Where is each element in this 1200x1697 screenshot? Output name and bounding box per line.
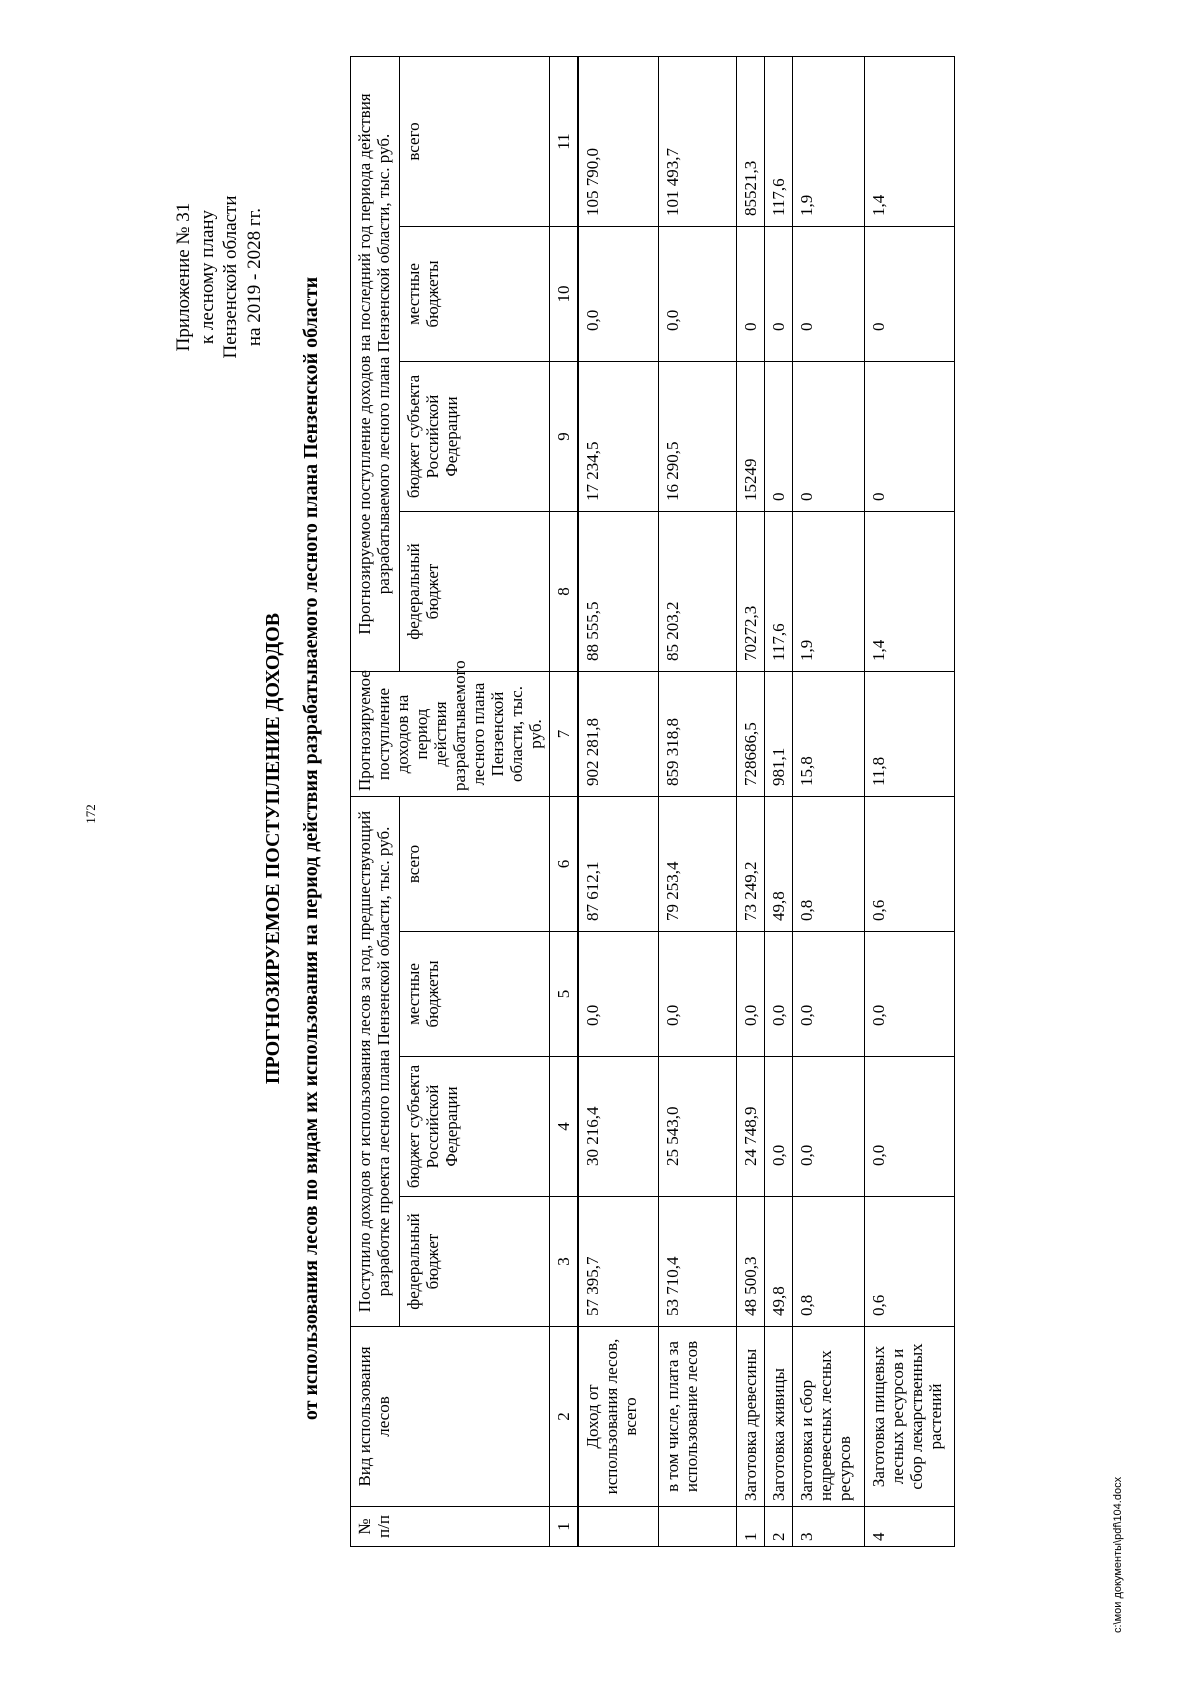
cell-value: 73 249,2 [736, 797, 764, 932]
cell-value: 0 [736, 227, 764, 362]
cell-value: 87 612,1 [578, 797, 658, 932]
cell-value: 1,4 [864, 56, 954, 226]
cell-value: 70272,3 [736, 512, 764, 672]
row-name: в том числе, плата за использование лесов [658, 1327, 736, 1507]
column-number: 6 [550, 797, 579, 932]
header-local: местные бюджеты [400, 932, 550, 1057]
cell-value: 117,6 [764, 512, 792, 672]
cell-value: 85 203,2 [658, 512, 736, 672]
appendix-line: Пензенской области [220, 195, 242, 359]
table-row [578, 56, 658, 1546]
cell-value: 15,8 [792, 672, 864, 797]
header-federal: федеральный бюджет [400, 512, 550, 672]
header-total: всего [400, 56, 550, 226]
header-total: всего [400, 797, 550, 932]
row-num: 1 [736, 1507, 764, 1547]
cell-value: 17 234,5 [578, 362, 658, 512]
column-number: 7 [550, 672, 579, 797]
cell-value: 0,0 [792, 932, 864, 1057]
income-table [350, 56, 955, 1547]
cell-value: 0,0 [864, 932, 954, 1057]
column-number: 9 [550, 362, 579, 512]
header-group2: Прогнозируемое поступление доходов на последний год периода действия разрабатываемого лесного плана Пензенской области, тыс. руб. [351, 56, 400, 671]
table-row [764, 56, 792, 1546]
table-row [864, 56, 954, 1546]
cell-value: 0 [764, 362, 792, 512]
cell-value: 0 [764, 227, 792, 362]
cell-value: 859 318,8 [658, 672, 736, 797]
table-header-row [351, 56, 400, 1546]
cell-value: 30 216,4 [578, 1057, 658, 1197]
cell-value: 1,9 [792, 56, 864, 226]
table-subheader-row [400, 56, 550, 1546]
column-number: 1 [550, 1507, 579, 1547]
cell-value: 0,0 [864, 1057, 954, 1197]
row-num: 4 [864, 1507, 954, 1547]
header-local: местные бюджеты [400, 227, 550, 362]
row-name: Доход от использования лесов, всего [578, 1327, 658, 1507]
header-col7: Прогнозируемое поступление доходов на период действия разрабатываемого лесного плана Пензенской области, тыс. руб. [351, 672, 550, 797]
cell-value: 0,8 [792, 797, 864, 932]
document-title: ПРОГНОЗИРУЕМОЕ ПОСТУПЛЕНИЕ ДОХОДОВ [262, 612, 284, 1085]
cell-value: 85521,3 [736, 56, 764, 226]
cell-value: 15249 [736, 362, 764, 512]
header-subject: бюджет субъекта Российской Федерации [400, 1057, 550, 1197]
cell-value: 11,8 [864, 672, 954, 797]
cell-value: 1,4 [864, 512, 954, 672]
column-number: 3 [550, 1197, 579, 1327]
cell-value: 25 543,0 [658, 1057, 736, 1197]
table-row [736, 56, 764, 1546]
column-number: 11 [550, 56, 579, 226]
row-name: Заготовка и сбор недревесных лесных ресурсов [792, 1327, 864, 1507]
file-path-footer: c:\мои документы\pdf\104.docx [1112, 1476, 1124, 1633]
column-number: 8 [550, 512, 579, 672]
row-num: 2 [764, 1507, 792, 1547]
cell-value: 0,0 [736, 932, 764, 1057]
row-num [578, 1507, 658, 1547]
cell-value: 57 395,7 [578, 1197, 658, 1327]
cell-value: 105 790,0 [578, 56, 658, 226]
cell-value: 0 [864, 227, 954, 362]
cell-value: 0,8 [792, 1197, 864, 1327]
cell-value: 53 710,4 [658, 1197, 736, 1327]
cell-value: 0,0 [658, 932, 736, 1057]
cell-value: 981,1 [764, 672, 792, 797]
cell-value: 0 [792, 227, 864, 362]
row-num [658, 1507, 736, 1547]
cell-value: 48 500,3 [736, 1197, 764, 1327]
header-group1: Поступило доходов от использования лесов за год, предшествующий разработке проекта лесного плана Пензенской области, тыс. руб. [351, 797, 400, 1327]
header-subject: бюджет субъекта Российской Федерации [400, 362, 550, 512]
cell-value: 0,0 [578, 932, 658, 1057]
column-number: 2 [550, 1327, 579, 1507]
cell-value: 0,0 [764, 932, 792, 1057]
cell-value: 24 748,9 [736, 1057, 764, 1197]
document-subtitle: от использования лесов по видам их использования на период действия разрабатываемого лесного плана Пензенской области [300, 276, 322, 1421]
row-name: Заготовка пищевых лесных ресурсов и сбор лекарственных растений [864, 1327, 954, 1507]
cell-value: 0,0 [764, 1057, 792, 1197]
page-number: 172 [83, 804, 98, 824]
cell-value: 49,8 [764, 1197, 792, 1327]
header-type: Вид использования лесов [351, 1327, 550, 1507]
table-row [792, 56, 864, 1546]
appendix-line: к лесному плану [196, 209, 218, 345]
cell-value: 728686,5 [736, 672, 764, 797]
cell-value: 0 [864, 362, 954, 512]
column-number: 4 [550, 1057, 579, 1197]
cell-value: 16 290,5 [658, 362, 736, 512]
cell-value: 49,8 [764, 797, 792, 932]
appendix-line: на 2019 - 2028 гг. [243, 207, 265, 347]
cell-value: 101 493,7 [658, 56, 736, 226]
column-number: 5 [550, 932, 579, 1057]
appendix-note [172, 157, 266, 397]
header-num: № п/п [351, 1507, 550, 1547]
cell-value: 0 [792, 362, 864, 512]
cell-value: 117,6 [764, 56, 792, 226]
column-number: 10 [550, 227, 579, 362]
row-num: 3 [792, 1507, 864, 1547]
cell-value: 0,6 [864, 1197, 954, 1327]
cell-value: 79 253,4 [658, 797, 736, 932]
appendix-line: Приложение № 31 [173, 202, 194, 352]
table-row [658, 56, 736, 1546]
row-name: Заготовка живицы [764, 1327, 792, 1507]
cell-value: 0,6 [864, 797, 954, 932]
cell-value: 0,0 [578, 227, 658, 362]
cell-value: 88 555,5 [578, 512, 658, 672]
header-federal: федеральный бюджет [400, 1197, 550, 1327]
cell-value: 0,0 [658, 227, 736, 362]
cell-value: 0,0 [792, 1057, 864, 1197]
cell-value: 1,9 [792, 512, 864, 672]
row-name: Заготовка древесины [736, 1327, 764, 1507]
column-number-row [550, 56, 579, 1546]
cell-value: 902 281,8 [578, 672, 658, 797]
